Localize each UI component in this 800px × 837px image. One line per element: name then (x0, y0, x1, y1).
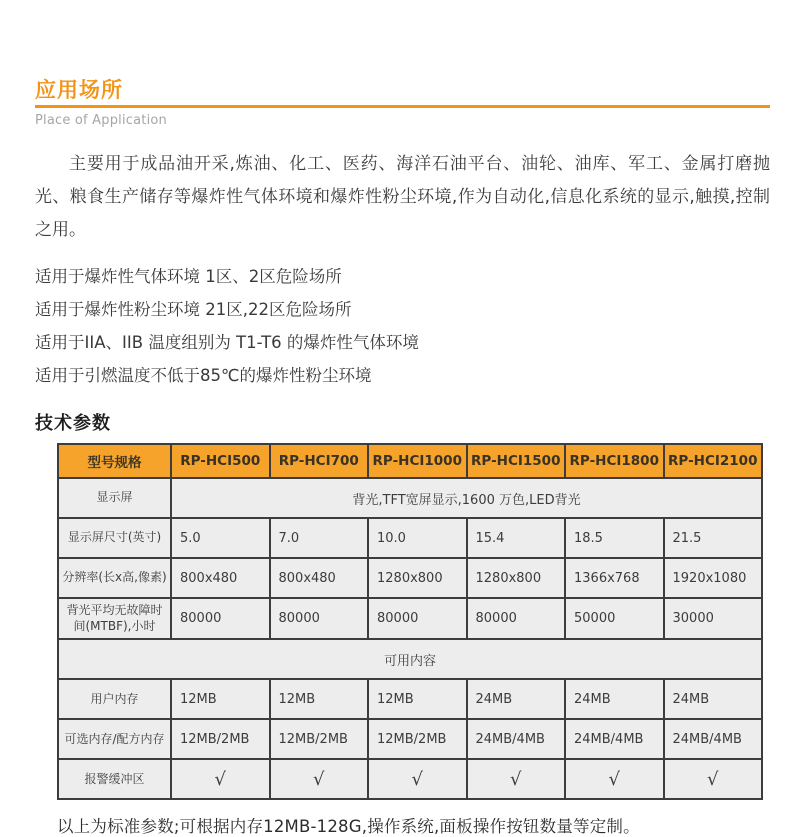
application-bullet-list (35, 260, 770, 392)
value-cell: 24MB (467, 679, 566, 719)
section-span-cell: 可用内容 (58, 639, 762, 679)
spec-table (57, 443, 763, 800)
spec-footnote: 以上为标准参数;可根据内存12MB-128G,操作系统,面板操作按钮数量等定制。 (57, 817, 640, 837)
checkmark-cell: √ (565, 759, 664, 799)
table-row (58, 639, 762, 679)
value-cell: 15.4 (467, 518, 566, 558)
value-cell: 12MB/2MB (368, 719, 467, 759)
value-cell: 5.0 (171, 518, 270, 558)
value-cell: 24MB/4MB (565, 719, 664, 759)
application-bullet: 适用于爆炸性气体环境 1区、2区危险场所 (35, 267, 342, 287)
value-cell: 80000 (171, 598, 270, 639)
value-cell: 1280x800 (467, 558, 566, 598)
table-row (58, 478, 762, 518)
table-row (58, 598, 762, 639)
application-bullet: 适用于IIA、IIB 温度组别为 T1-T6 的爆炸性气体环境 (35, 333, 419, 353)
value-cell: 1920x1080 (664, 558, 763, 598)
value-cell: 24MB/4MB (664, 719, 763, 759)
value-cell: 7.0 (270, 518, 369, 558)
row-label-cell: 显示屏 (58, 478, 171, 518)
model-header-cell: RP-HCI500 (171, 444, 270, 478)
table-row (58, 759, 762, 799)
table-row (58, 719, 762, 759)
application-bullet: 适用于引燃温度不低于85℃的爆炸性粉尘环境 (35, 366, 372, 386)
value-cell: 80000 (270, 598, 369, 639)
value-cell: 12MB (171, 679, 270, 719)
value-cell: 12MB/2MB (270, 719, 369, 759)
table-row (58, 518, 762, 558)
spec-table-head (58, 444, 762, 478)
section-title-cn: 应用场所 (35, 78, 123, 102)
value-cell: 1280x800 (368, 558, 467, 598)
model-header-cell: RP-HCI1500 (467, 444, 566, 478)
row-label-cell: 分辨率(长x高,像素) (58, 558, 171, 598)
row-label-cell: 可选内存/配方内存 (58, 719, 171, 759)
value-cell: 30000 (664, 598, 763, 639)
row-label-cell: 背光平均无故障时间(MTBF),小时 (58, 598, 171, 639)
checkmark-cell: √ (270, 759, 369, 799)
value-cell: 12MB (270, 679, 369, 719)
value-cell: 24MB (664, 679, 763, 719)
model-header-cell: RP-HCI1000 (368, 444, 467, 478)
value-cell: 1366x768 (565, 558, 664, 598)
value-cell: 24MB (565, 679, 664, 719)
tech-params-title: 技术参数 (35, 413, 111, 435)
checkmark-cell: √ (171, 759, 270, 799)
section-title-en: Place of Application (35, 113, 167, 129)
table-row (58, 558, 762, 598)
checkmark-cell: √ (664, 759, 763, 799)
value-cell: 24MB/4MB (467, 719, 566, 759)
model-header-cell: RP-HCI1800 (565, 444, 664, 478)
value-cell: 800x480 (270, 558, 369, 598)
row-label-cell: 显示屏尺寸(英寸) (58, 518, 171, 558)
value-cell: 800x480 (171, 558, 270, 598)
row-span-value-cell: 背光,TFT宽屏显示,1600 万色,LED背光 (171, 478, 762, 518)
value-cell: 10.0 (368, 518, 467, 558)
spec-table-header-row (58, 444, 762, 478)
checkmark-cell: √ (368, 759, 467, 799)
table-row (58, 679, 762, 719)
application-section-header (35, 78, 770, 108)
row-label-cell: 用户内存 (58, 679, 171, 719)
model-header-cell: RP-HCI700 (270, 444, 369, 478)
value-cell: 12MB/2MB (171, 719, 270, 759)
value-cell: 12MB (368, 679, 467, 719)
spec-table-body (58, 478, 762, 799)
value-cell: 80000 (467, 598, 566, 639)
value-cell: 18.5 (565, 518, 664, 558)
model-spec-header-cell: 型号规格 (58, 444, 171, 478)
value-cell: 21.5 (664, 518, 763, 558)
application-bullet: 适用于爆炸性粉尘环境 21区,22区危险场所 (35, 300, 352, 320)
row-label-cell: 报警缓冲区 (58, 759, 171, 799)
value-cell: 80000 (368, 598, 467, 639)
application-paragraph: 主要用于成品油开采,炼油、化工、医药、海洋石油平台、油轮、油库、军工、金属打磨抛光、粮食生产储存等爆炸性气体环境和爆炸性粉尘环境,作为自动化,信息化系统的显示,触摸,控制之用。 (35, 154, 770, 241)
model-header-cell: RP-HCI2100 (664, 444, 763, 478)
checkmark-cell: √ (467, 759, 566, 799)
value-cell: 50000 (565, 598, 664, 639)
